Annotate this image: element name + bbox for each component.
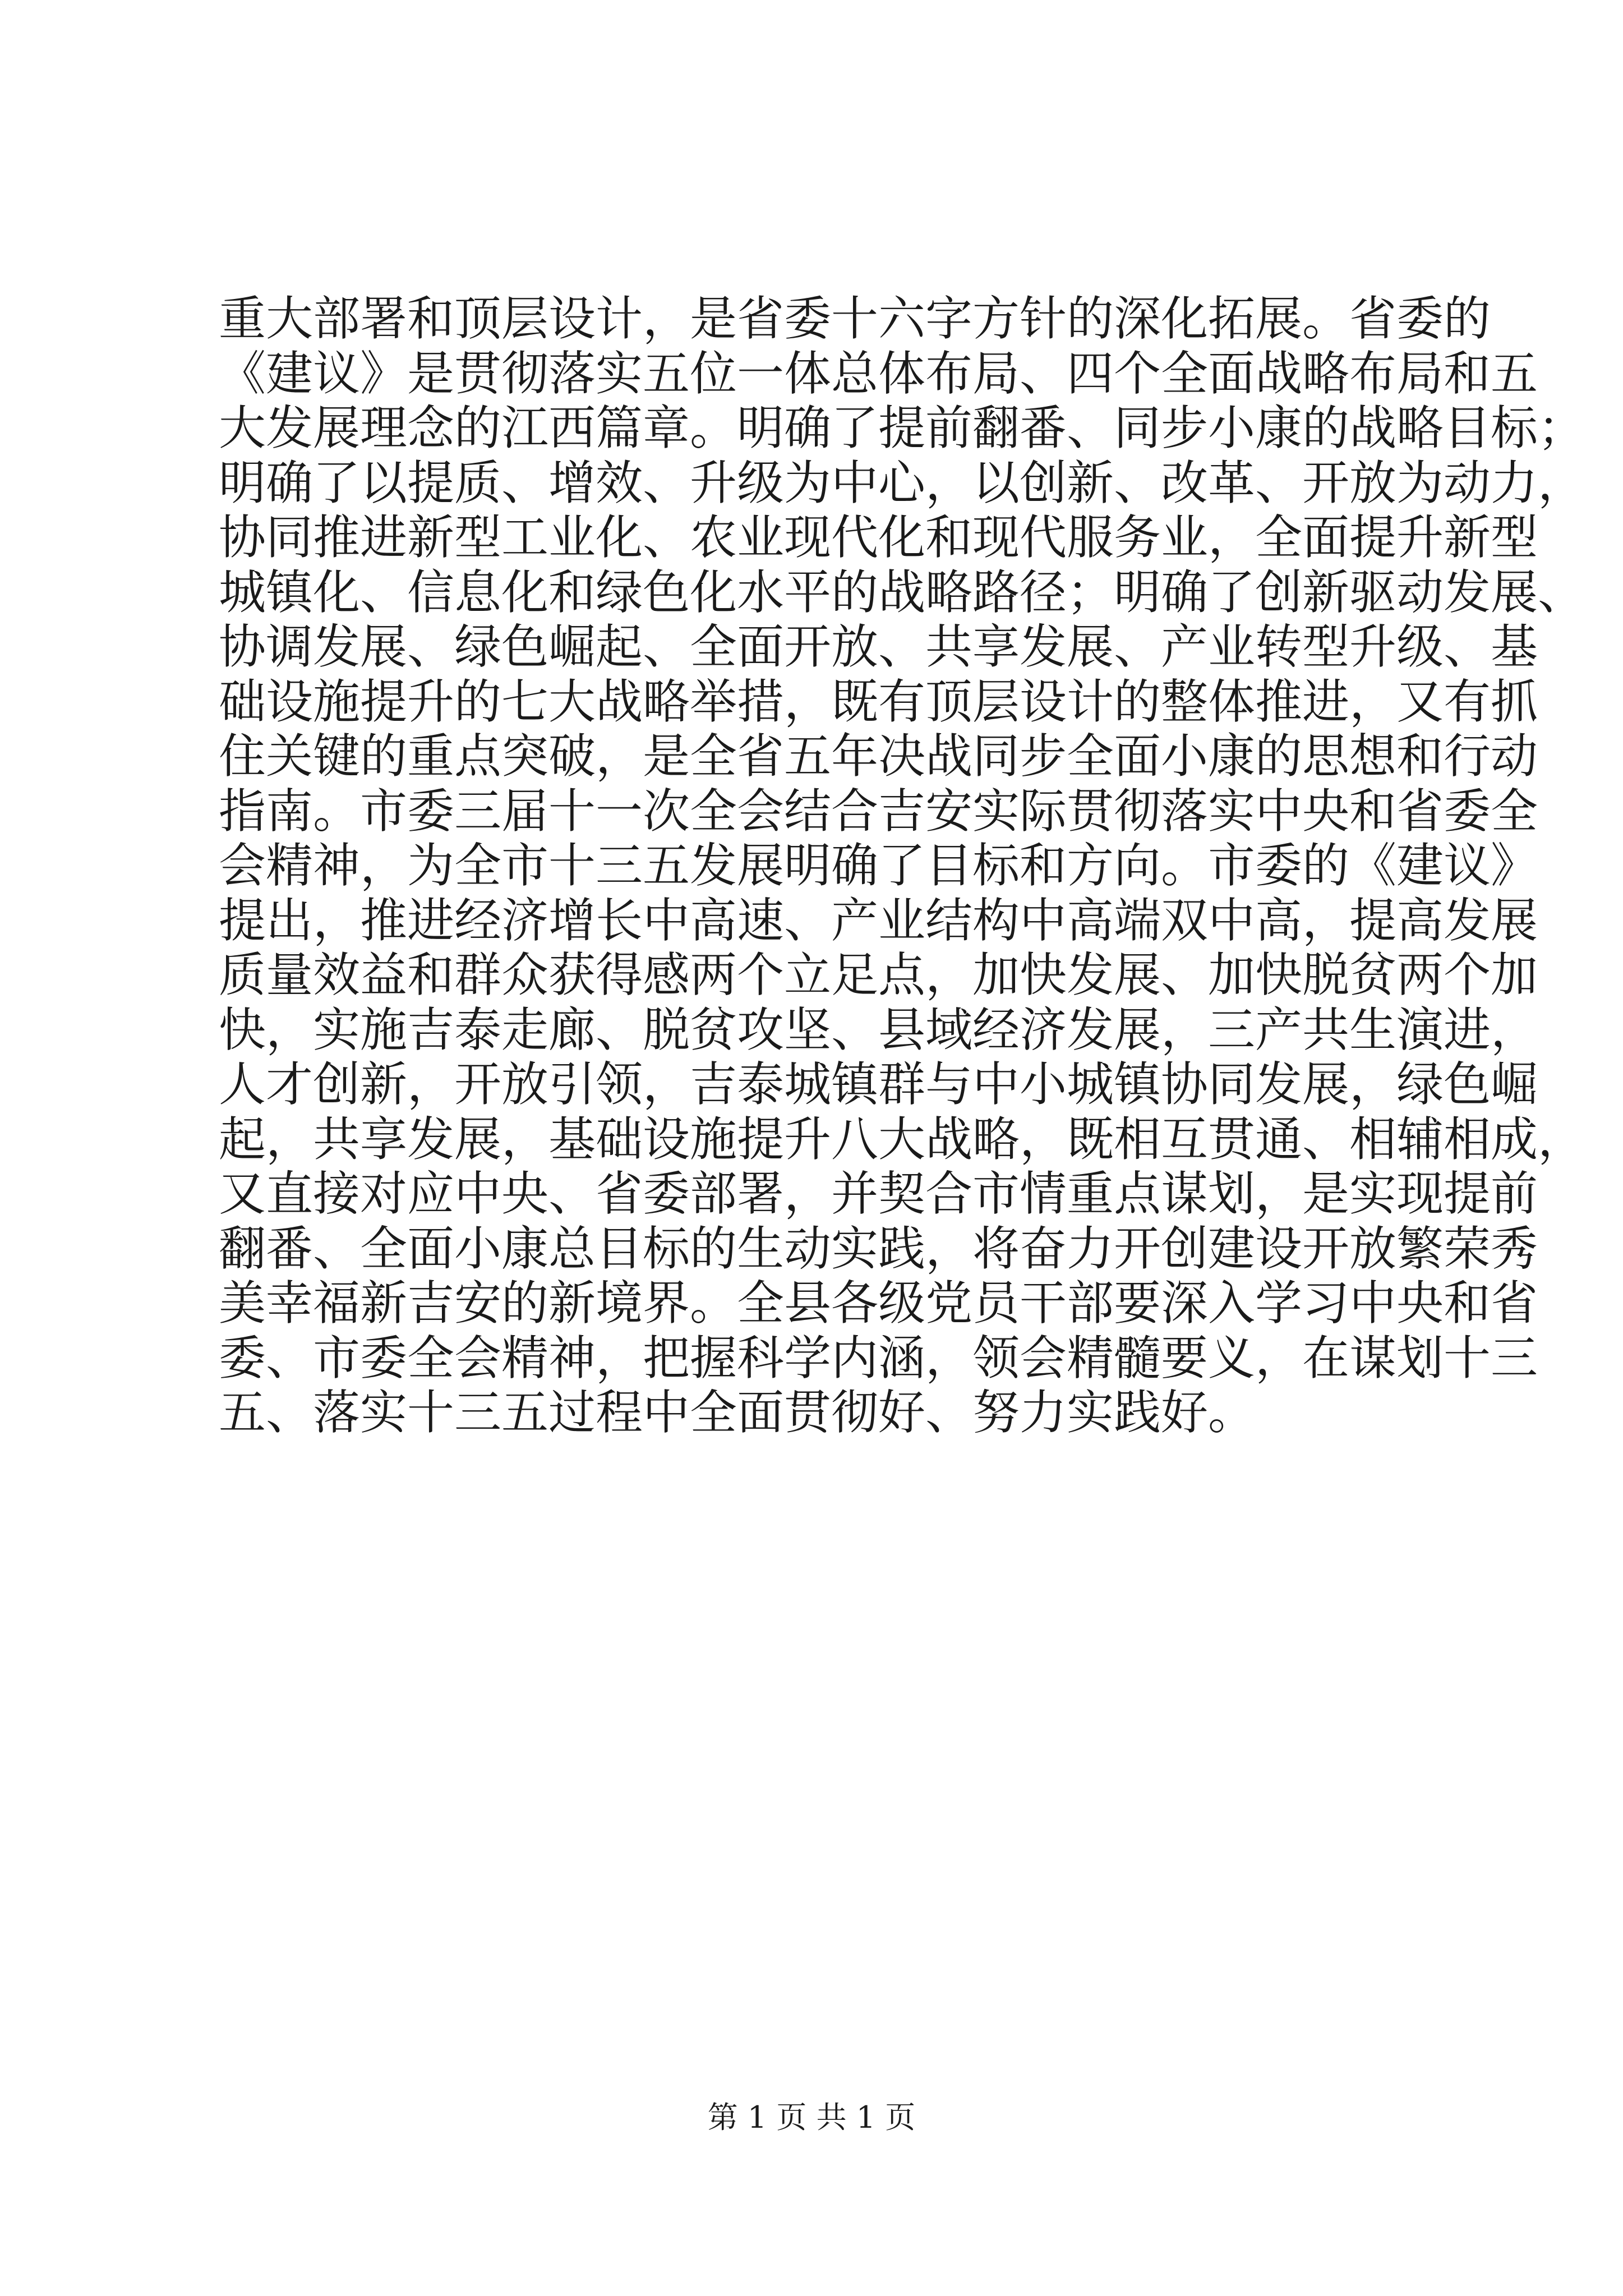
page-footer: 第 1 页 共 1 页 (707, 2100, 916, 2135)
text-line: 础设施提升的七大战略举措，既有顶层设计的整体推进，又有抓 (219, 674, 1538, 729)
text-line: 翻番、全面小康总目标的生动实践，将奋力开创建设开放繁荣秀 (219, 1221, 1538, 1276)
text-line: 快，实施吉泰走廊、脱贫攻坚、县域经济发展，三产共生演进， (219, 1002, 1538, 1057)
text-line: 美幸福新吉安的新境界。全县各级党员干部要深入学习中央和省 (219, 1276, 1538, 1331)
text-line: 提出，推进经济增长中高速、产业结构中高端双中高，提高发展 (219, 892, 1538, 948)
text-line: 大发展理念的江西篇章。明确了提前翻番、同步小康的战略目标； (219, 401, 1585, 455)
text-line: 城镇化、信息化和绿色化水平的战略路径；明确了创新驱动发展、 (219, 564, 1585, 620)
text-line: 起，共享发展，基础设施提升八大战略，既相互贯通、相辅相成， (219, 1111, 1585, 1167)
text-line: 住关键的重点突破，是全省五年决战同步全面小康的思想和行动 (219, 729, 1538, 784)
text-line: 五、落实十三五过程中全面贯彻好、努力实践好。 (219, 1385, 1256, 1440)
text-line: 又直接对应中央、省委部署，并契合市情重点谋划，是实现提前 (219, 1166, 1538, 1221)
text-line: 《建议》是贯彻落实五位一体总体布局、四个全面战略布局和五 (219, 346, 1538, 401)
text-line: 会精神，为全市十三五发展明确了目标和方向。市委的《建议》 (219, 838, 1538, 893)
text-line: 重大部署和顶层设计，是省委十六字方针的深化拓展。省委的 (219, 291, 1491, 346)
text-line: 协调发展、绿色崛起、全面开放、共享发展、产业转型升级、基 (219, 619, 1538, 674)
text-line: 委、市委全会精神，把握科学内涵，领会精髓要义，在谋划十三 (219, 1330, 1538, 1386)
text-line: 人才创新，开放引领，吉泰城镇群与中小城镇协同发展，绿色崛 (219, 1057, 1538, 1112)
text-line: 指南。市委三届十一次全会结合吉安实际贯彻落实中央和省委全 (219, 783, 1538, 839)
text-line: 质量效益和群众获得感两个立足点，加快发展、加快脱贫两个加 (219, 947, 1538, 1002)
text-line: 明确了以提质、增效、升级为中心，以创新、改革、开放为动力， (219, 455, 1585, 510)
body-paragraph (219, 291, 1585, 1441)
text-line: 协同推进新型工业化、农业现代化和现代服务业，全面提升新型 (219, 510, 1538, 565)
